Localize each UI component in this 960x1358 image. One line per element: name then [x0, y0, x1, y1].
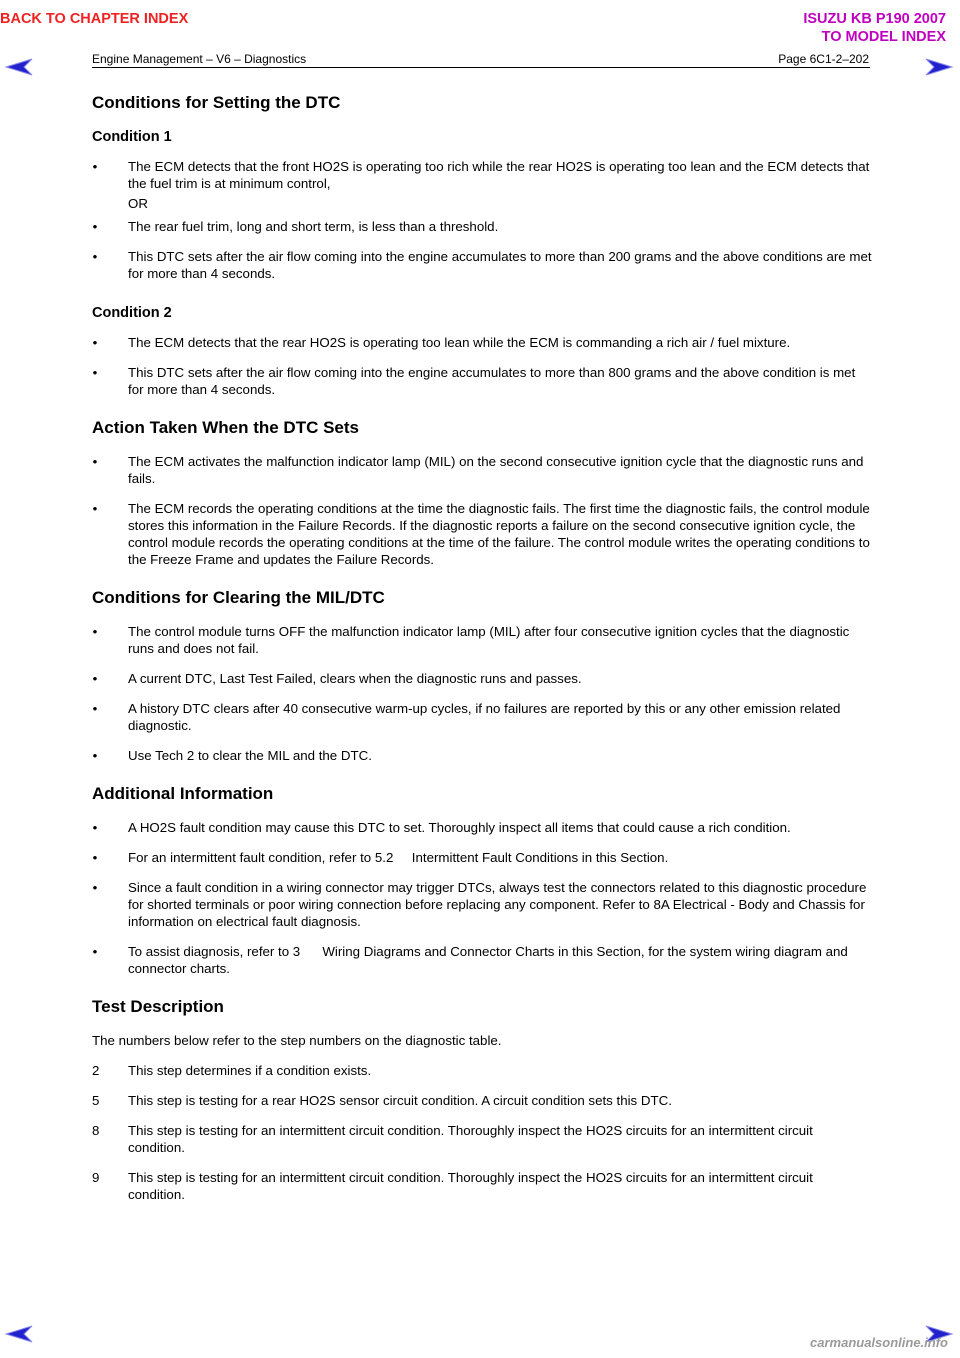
section-setting-dtc: [92, 93, 872, 398]
bullet-icon: •: [92, 454, 98, 469]
list-item: • The ECM detects that the rear HO2S is operating too lean while the ECM is commanding a rich air / fuel mixture.: [92, 334, 872, 351]
bullet-icon: •: [92, 501, 98, 516]
section-title: Conditions for Clearing the MIL/DTC: [92, 588, 385, 607]
header-rule: [92, 67, 870, 68]
step-number: 2: [92, 1063, 100, 1078]
bullet-icon: •: [92, 850, 98, 865]
section-title: Test Description: [92, 997, 224, 1016]
list-item: • For an intermittent fault condition, refer to 5.2 Intermittent Fault Conditions in this Section.: [92, 849, 872, 866]
page-number: Page 6C1-2–202: [778, 52, 869, 66]
subsection-title: Condition 1: [92, 129, 172, 145]
bullet-icon: •: [92, 671, 98, 686]
running-header-title: Engine Management – V6 – Diagnostics: [92, 52, 307, 66]
step-item: 5 This step is testing for a rear HO2S sensor circuit condition. A circuit condition sets this DTC.: [92, 1093, 672, 1108]
step-number: 5: [92, 1093, 100, 1108]
section-clearing: [92, 588, 872, 764]
bullet-icon: •: [92, 820, 98, 835]
to-model-index-link[interactable]: TO MODEL INDEX: [821, 29, 946, 45]
bullet-icon: •: [92, 624, 98, 639]
step-item: 9 This step is testing for an intermittent circuit condition. Thoroughly inspect the HO2S circuits for an intermittent circuit condition.: [92, 1170, 813, 1202]
test-intro: The numbers below refer to the step numbers on the diagnostic table.: [92, 1033, 502, 1048]
list-item: • The ECM detects that the front HO2S is operating too rich while the rear HO2S is operating too lean and the ECM detects that the fuel trim is at minimum control,: [92, 158, 872, 192]
list-item: • Since a fault condition in a wiring connector may trigger DTCs, always test the connectors related to this diagnostic procedure for shorted terminals or poor wiring connection before replacing any component. Refer to 8A Electrical - Body and Chassis for information on electrical fault diagnosis.: [92, 879, 872, 930]
prev-page-icon[interactable]: [4, 57, 34, 77]
section-title: Additional Information: [92, 784, 274, 803]
step-number: 8: [92, 1123, 100, 1138]
list-item: • To assist diagnosis, refer to 3 Wiring Diagrams and Connector Charts in this Section, for the system wiring diagram and connector charts.: [92, 943, 872, 977]
step-item: 8 This step is testing for an intermittent circuit condition. Thoroughly inspect the HO2S circuits for an intermittent circuit condition.: [92, 1123, 813, 1155]
list-item: • This DTC sets after the air flow coming into the engine accumulates to more than 200 grams and the above conditions are met for more than 4 seconds.: [92, 248, 872, 282]
section-test-description: [92, 997, 872, 1203]
step-item: 2 This step determines if a condition exists.: [92, 1063, 372, 1078]
prev-page-icon[interactable]: [4, 1324, 34, 1344]
bullet-icon: •: [92, 748, 98, 763]
list-item: • A HO2S fault condition may cause this DTC to set. Thoroughly inspect all items that could cause a rich condition.: [92, 819, 872, 836]
bullet-icon: •: [92, 701, 98, 716]
next-page-icon[interactable]: [924, 57, 954, 77]
bullet-icon: •: [92, 159, 98, 174]
watermark: carmanualsonline.info: [810, 1335, 948, 1350]
step-number: 9: [92, 1170, 100, 1185]
subsection-title: Condition 2: [92, 305, 172, 321]
section-title: Conditions for Setting the DTC: [92, 93, 341, 112]
or-separator: OR: [128, 196, 148, 211]
list-item: • A current DTC, Last Test Failed, clears when the diagnostic runs and passes.: [92, 670, 872, 687]
section-action-taken: [92, 418, 872, 568]
list-item: • The rear fuel trim, long and short term, is less than a threshold.: [92, 218, 872, 235]
bullet-icon: •: [92, 335, 98, 350]
list-item: • The control module turns OFF the malfunction indicator lamp (MIL) after four consecutive ignition cycles that the diagnostic runs and does not fail.: [92, 623, 872, 657]
bullet-icon: •: [92, 880, 98, 895]
bullet-icon: •: [92, 219, 98, 234]
model-title-link[interactable]: ISUZU KB P190 2007: [803, 11, 946, 27]
bullet-icon: •: [92, 249, 98, 264]
list-item: • This DTC sets after the air flow coming into the engine accumulates to more than 800 grams and the above condition is met for more than 4 seconds.: [92, 364, 872, 398]
list-item: • The ECM records the operating conditions at the time the diagnostic fails. The first time the diagnostic fails, the control module stores this information in the Failure Records. If the diagnostic reports a failure on the second consecutive ignition cycle, the control module records the operating conditions at the time of the failure. The control module writes the operating conditions to the Freeze Frame and updates the Failure Records.: [92, 500, 872, 568]
section-title: Action Taken When the DTC Sets: [92, 418, 359, 437]
back-to-chapter-index-link[interactable]: BACK TO CHAPTER INDEX: [0, 11, 189, 27]
list-item: • Use Tech 2 to clear the MIL and the DTC.: [92, 747, 872, 764]
page-body: [92, 93, 872, 1223]
list-item: • A history DTC clears after 40 consecutive warm-up cycles, if no failures are reported by this or any other emission related diagnostic.: [92, 700, 872, 734]
bullet-icon: •: [92, 944, 98, 959]
section-additional-info: [92, 784, 872, 977]
list-item: • The ECM activates the malfunction indicator lamp (MIL) on the second consecutive ignition cycle that the diagnostic runs and fails.: [92, 453, 872, 487]
bullet-icon: •: [92, 365, 98, 380]
